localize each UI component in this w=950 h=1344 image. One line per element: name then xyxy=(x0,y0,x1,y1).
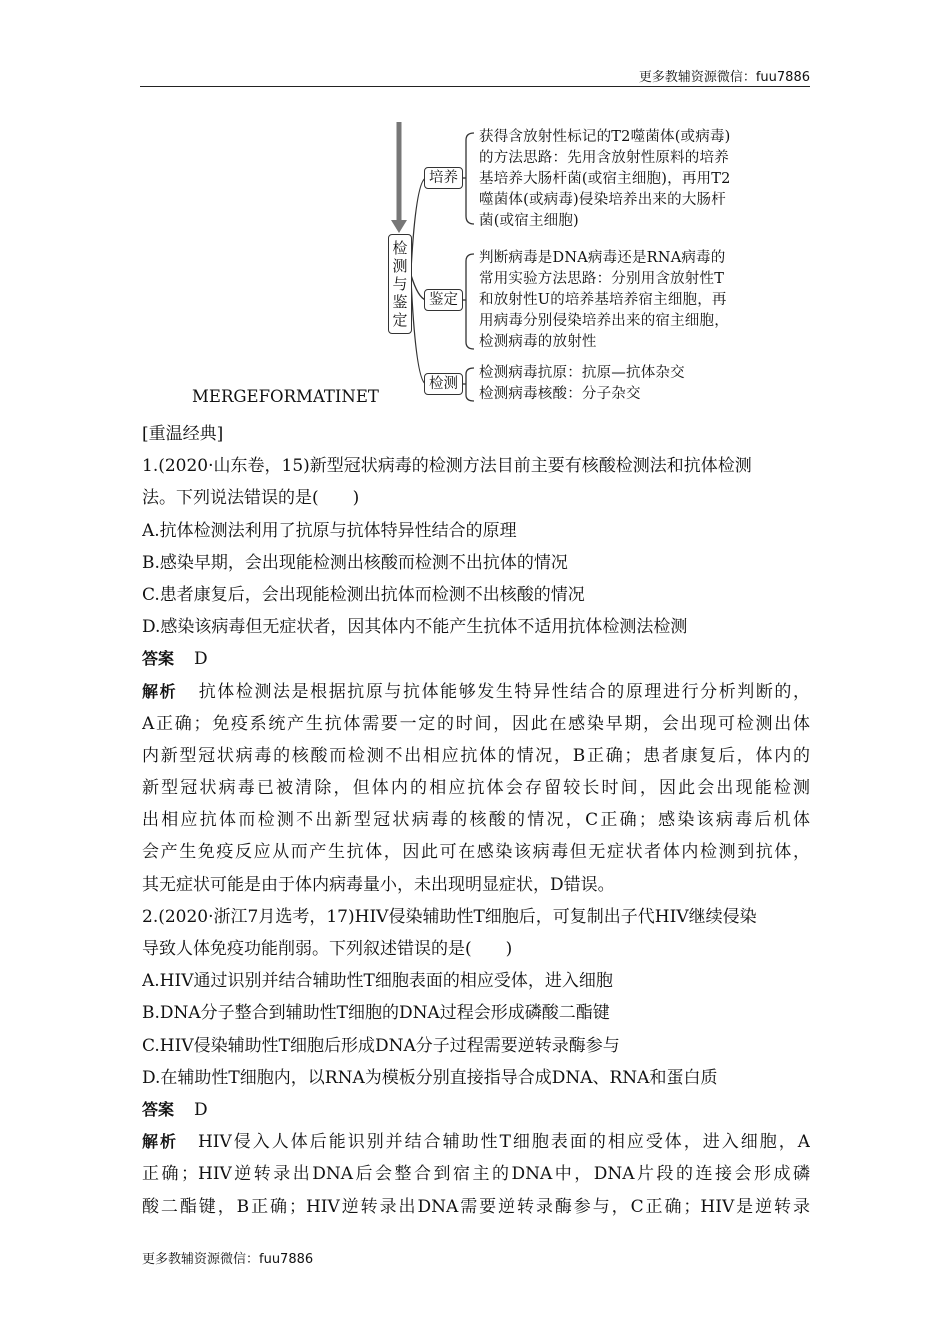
branch-text-identify xyxy=(479,248,729,353)
diagram-text-line: 用病毒分别侵染培养出来的宿主细胞， xyxy=(479,313,729,329)
bracket-detect xyxy=(466,368,474,401)
q2-option-d: D.在辅助性T细胞内，以RNA为模板分别直接指导合成DNA、RNA和蛋白质 xyxy=(142,1067,718,1088)
branch-node-culture: 培养 xyxy=(424,167,463,189)
q1-stem-line2: 法。下列说法错误的是( ) xyxy=(142,488,360,509)
field-code-text: MERGEFORMATINET xyxy=(192,387,379,406)
q1-analysis-line: 内新型冠状病毒的核酸而检测不出相应抗体的情况，B正确；患者康复后，体内的 xyxy=(142,745,810,766)
root-node: 检 测 与 鉴 定 xyxy=(388,234,412,334)
answer-value: D xyxy=(194,649,208,670)
q2-stem-line2: 导致人体免疫功能削弱。下列叙述错误的是( ) xyxy=(142,939,513,959)
bracket-culture xyxy=(466,133,474,224)
bracket-identify xyxy=(466,254,474,349)
branch-node-detect: 检测 xyxy=(424,373,463,395)
answer-label: 答案 xyxy=(142,649,175,669)
diagram-text-line: 基培养大肠杆菌(或宿主细胞)，再用T2 xyxy=(479,171,731,187)
q1-analysis-line: A正确；免疫系统产生抗体需要一定的时间，因此在感染早期，会出现可检测出体 xyxy=(142,713,810,734)
diagram-text-line: 和放射性U的培养基培养宿主细胞，再 xyxy=(479,292,727,308)
q1-analysis-line: 会产生免疫反应从而产生抗体，因此可在感染该病毒但无症状者体内检测到抗体， xyxy=(142,842,810,863)
answer-label: 答案 xyxy=(142,1099,175,1119)
q2-analysis-line: 酸二酯键，B正确；HIV逆转录出DNA需要逆转录酶参与，C正确；HIV是逆转录 xyxy=(142,1196,810,1217)
analysis-label: 解析 xyxy=(142,681,178,701)
branch-node-identify: 鉴定 xyxy=(424,289,463,311)
diagram-text-line: 检测病毒核酸：分子杂交 xyxy=(479,386,641,402)
q2-analysis-line: 正确；HIV逆转录出DNA后会整合到宿主的DNA中，DNA片段的连接会形成磷 xyxy=(142,1164,810,1185)
analysis-label: 解析 xyxy=(142,1132,178,1152)
q2-option-a: A.HIV通过识别并结合辅助性T细胞表面的相应受体，进入细胞 xyxy=(142,971,613,992)
branch-text-culture xyxy=(479,127,731,232)
q1-option-d: D.感染该病毒但无症状者，因其体内不能产生抗体不适用抗体检测法检测 xyxy=(142,617,688,638)
diagram-text-line: 获得含放射性标记的T2噬菌体(或病毒) xyxy=(479,129,731,145)
q2-analysis-line: 解析 HIV侵入人体后能识别并结合辅助性T细胞表面的相应受体，进入细胞，A xyxy=(142,1132,810,1153)
branch-line-culture xyxy=(411,178,426,270)
answer-value: D xyxy=(194,1099,208,1120)
down-arrow-head xyxy=(391,220,407,233)
q1-answer xyxy=(142,643,810,675)
q2-stem-line1: 2.(2020·浙江7月选考，17)HIV侵染辅助性T细胞后，可复制出子代HIV继续侵染 xyxy=(142,906,757,927)
diagram-text-line: 检测病毒的放射性 xyxy=(479,334,597,350)
diagram-text-line: 菌(或宿主细胞) xyxy=(479,213,579,229)
diagram-text-line: 的方法思路：先用含放射性原料的培养 xyxy=(479,150,729,166)
q1-option-a: A.抗体检测法利用了抗原与抗体特异性结合的原理 xyxy=(142,520,517,541)
q2-option-b: B.DNA分子整合到辅助性T细胞的DNA过程会形成磷酸二酯键 xyxy=(142,1003,610,1024)
q1-analysis-line: 新型冠状病毒已被清除，但体内的相应抗体会存留较长时间，因此会出现能检测 xyxy=(142,778,810,799)
q2-source: 浙江7月选考 xyxy=(213,906,310,927)
q1-option-c: C.患者康复后，会出现能检测出抗体而检测不出核酸的情况 xyxy=(142,584,585,605)
diagram-text-line: 检测病毒抗原：抗原—抗体杂交 xyxy=(479,365,685,381)
branch-text-detect xyxy=(479,363,685,405)
section-title: [重温经典] xyxy=(142,424,224,444)
main-content xyxy=(142,418,810,1223)
q1-source: 山东卷 xyxy=(213,456,265,477)
page-header: 更多教辅资源微信：fuu7886 xyxy=(638,70,810,85)
page-footer: 更多教辅资源微信：fuu7886 xyxy=(142,1252,314,1267)
q1-analysis-line: 其无症状可能是由于体内病毒量小，未出现明显症状，D错误。 xyxy=(142,874,615,895)
diagram-text-line: 判断病毒是DNA病毒还是RNA病毒的 xyxy=(479,250,726,266)
q1-analysis-line: 出相应抗体而检测不出新型冠状病毒的核酸的情况，C正确；感染该病毒后机体 xyxy=(142,810,810,831)
diagram-text-line: 噬菌体(或病毒)侵染培养出来的大肠杆 xyxy=(479,192,726,208)
concept-diagram xyxy=(378,120,798,410)
q1-analysis-line: 解析 抗体检测法是根据抗原与抗体能够发生特异性结合的原理进行分析判断的， xyxy=(142,681,810,702)
q1-stem-line1: 1.(2020·山东卷，15)新型冠状病毒的检测方法目前主要有核酸检测法和抗体检测 xyxy=(142,456,752,477)
diagram-text-line: 常用实验方法思路：分别用含放射性T xyxy=(479,271,725,287)
q1-option-b: B.感染早期，会出现能检测出核酸而检测不出抗体的情况 xyxy=(142,552,568,573)
header-rule xyxy=(140,86,810,87)
q2-answer xyxy=(142,1094,810,1126)
q2-option-c: C.HIV侵染辅助性T细胞后形成DNA分子过程需要逆转录酶参与 xyxy=(142,1035,620,1056)
